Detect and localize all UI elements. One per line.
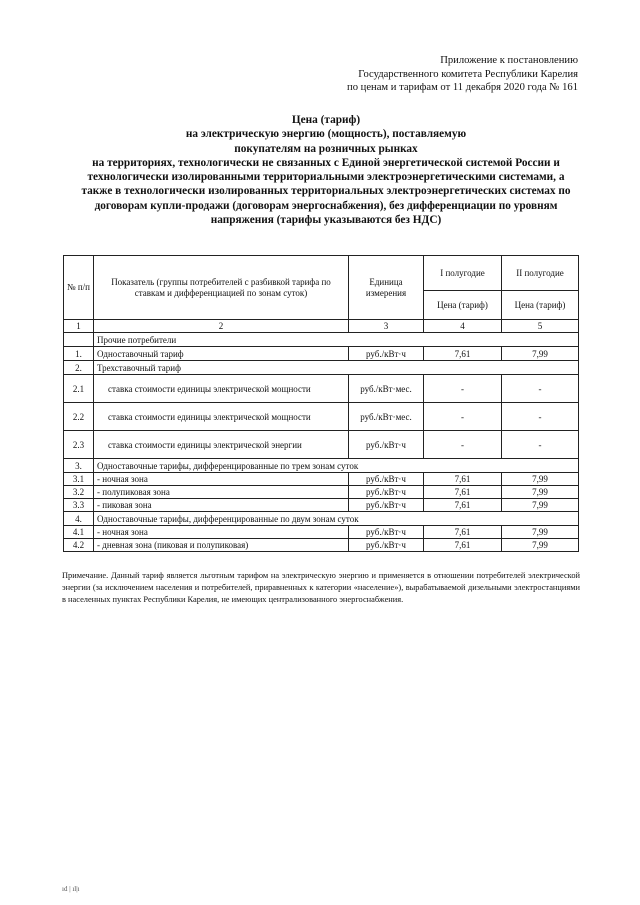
section-row [64, 361, 579, 375]
row-unit: руб./кВт·мес. [349, 403, 424, 431]
row-num: 2.1 [64, 375, 94, 403]
document-title [62, 113, 590, 227]
table-row [64, 473, 579, 486]
table-row [64, 403, 579, 431]
header-unit: Единица измерения [349, 256, 424, 320]
title-line: также в технологически изолированных территориальных электроэнергетических системах по [81, 185, 571, 198]
row-value-1: - [424, 375, 502, 403]
row-value-1: - [424, 403, 502, 431]
row-label: - полупиковая зона [94, 486, 349, 499]
row-num: 1. [64, 347, 94, 361]
header-half2: II полугодие [502, 256, 579, 291]
row-value-2: 7,99 [502, 486, 579, 499]
header-indicator: Показатель (группы потребителей с разбивкой тарифа по ставкам и дифференциацией по зонам суток) [94, 256, 349, 320]
table-row [64, 486, 579, 499]
row-label: ставка стоимости единицы электрической мощности [94, 403, 349, 431]
title-line: на электрическую энергию (мощность), поставляемую [185, 128, 467, 141]
row-num: 4.1 [64, 526, 94, 539]
row-unit: руб./кВт·мес. [349, 375, 424, 403]
table-row [64, 499, 579, 512]
row-label: - ночная зона [94, 526, 349, 539]
scan-mark: ıd | ıl|ı [62, 885, 80, 893]
row-num: 3.1 [64, 473, 94, 486]
colnum: 4 [424, 320, 502, 333]
row-value-1: 7,61 [424, 486, 502, 499]
section-row [64, 333, 579, 347]
row-num: 3. [64, 459, 94, 473]
row-value-2: 7,99 [502, 499, 579, 512]
row-value-1: 7,61 [424, 473, 502, 486]
title-line: технологически изолированными территориальными электроэнергетическими системами, а [87, 171, 565, 184]
title-line: напряжения (тарифы указываются без НДС) [210, 214, 442, 227]
row-unit: руб./кВт·ч [349, 499, 424, 512]
row-num: 2. [64, 361, 94, 375]
colnum: 3 [349, 320, 424, 333]
row-num: 3.3 [64, 499, 94, 512]
title-line: покупателям на розничных рынках [234, 142, 418, 155]
row-value-1: - [424, 431, 502, 459]
row-unit: руб./кВт·ч [349, 526, 424, 539]
row-num: 3.2 [64, 486, 94, 499]
title-line: договорам купли-продажи (договорам энергоснабжения), без дифференциации по уровням [94, 199, 558, 212]
table-row [64, 431, 579, 459]
row-num: 2.3 [64, 431, 94, 459]
table-row [64, 539, 579, 552]
colnum: 2 [94, 320, 349, 333]
appendix-header [278, 54, 578, 95]
header-num: № п/п [64, 256, 94, 320]
row-num: 2.2 [64, 403, 94, 431]
row-value-2: 7,99 [502, 539, 579, 552]
appendix-line: по ценам и тарифам от 11 декабря 2020 года № 161 [347, 82, 578, 93]
section-zone3: Одноставочные тарифы, дифференцированные по трем зонам суток [94, 459, 579, 473]
title-line: Цена (тариф) [291, 114, 361, 126]
colnum: 1 [64, 320, 94, 333]
table-row [64, 375, 579, 403]
section-other: Прочие потребители [94, 333, 579, 347]
row-unit: руб./кВт·ч [349, 539, 424, 552]
section-row [64, 459, 579, 473]
row-value-2: 7,99 [502, 347, 579, 361]
row-unit: руб./кВт·ч [349, 486, 424, 499]
row-label: - пиковая зона [94, 499, 349, 512]
row-label: - дневная зона (пиковая и полупиковая) [94, 539, 349, 552]
header-price2: Цена (тариф) [502, 291, 579, 320]
section-row [64, 512, 579, 526]
footnote: Примечание. Данный тариф является льготным тарифом на электрическую энергию и применяется в отношении потребителей электрической энергии (за исключением населения и потребителей, приравненных к категории «население»), вырабатываемой дизельными электростанциями в населенных пунктах Республики Карелия, не имеющих централизованного энергоснабжения. [62, 571, 580, 604]
table-row [64, 347, 579, 361]
row-label: - ночная зона [94, 473, 349, 486]
row-value-1: 7,61 [424, 539, 502, 552]
row-unit: руб./кВт·ч [349, 431, 424, 459]
title-line: на территориях, технологически не связанных с Единой энергетической системой России и [92, 156, 560, 169]
row-value-2: 7,99 [502, 526, 579, 539]
table-row [64, 526, 579, 539]
colnum: 5 [502, 320, 579, 333]
section-three: Трехставочный тариф [94, 361, 579, 375]
row-num: 4.2 [64, 539, 94, 552]
colnum-row [64, 320, 579, 333]
row-unit: руб./кВт·ч [349, 347, 424, 361]
row-value-1: 7,61 [424, 499, 502, 512]
header-price1: Цена (тариф) [424, 291, 502, 320]
row-num: 4. [64, 512, 94, 526]
header-half1: I полугодие [424, 256, 502, 291]
row-value-2: - [502, 403, 579, 431]
appendix-line: Государственного комитета Республики Карелия [358, 68, 578, 80]
row-label: ставка стоимости единицы электрической мощности [94, 375, 349, 403]
row-value-2: - [502, 375, 579, 403]
row-value-1: 7,61 [424, 526, 502, 539]
row-value-1: 7,61 [424, 347, 502, 361]
row-label: Одноставочный тариф [94, 347, 349, 361]
tariff-table [63, 255, 579, 552]
row-value-2: 7,99 [502, 473, 579, 486]
row-unit: руб./кВт·ч [349, 473, 424, 486]
row-label: ставка стоимости единицы электрической энергии [94, 431, 349, 459]
row-value-2: - [502, 431, 579, 459]
section-zone2: Одноставочные тарифы, дифференцированные по двум зонам суток [94, 512, 579, 526]
appendix-line: Приложение к постановлению [440, 55, 578, 66]
